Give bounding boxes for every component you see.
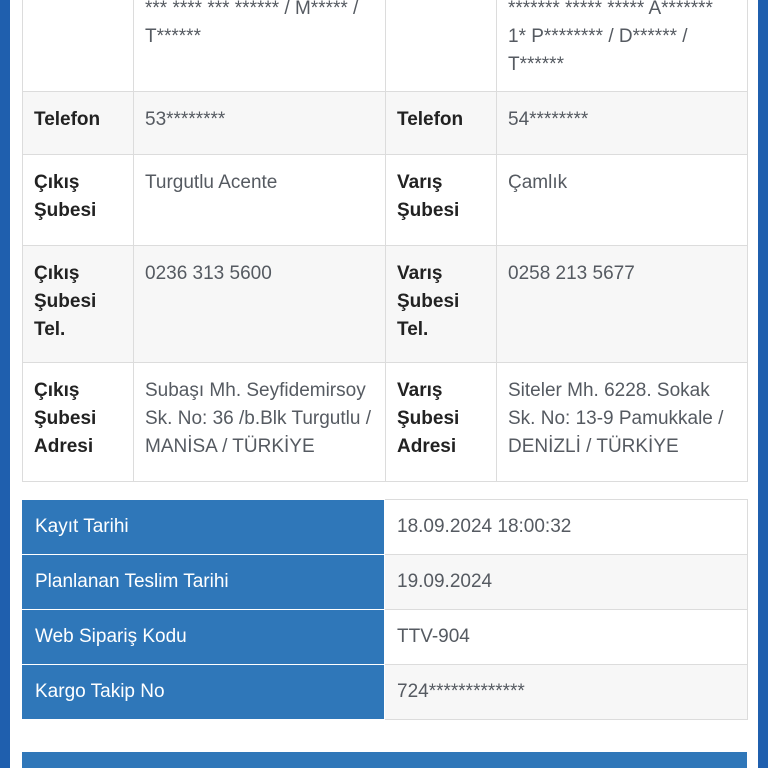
summary-row-tracking-number — [23, 665, 748, 720]
arrival-branch-phone-value: 0258 213 5677 — [497, 246, 748, 363]
receiver-address-value: ******* ***** ***** A******* 1* P******** / D****** / T****** — [497, 0, 748, 92]
departure-branch-value: Turgutlu Acente — [134, 155, 386, 246]
sender-phone-value: 53******** — [134, 92, 386, 155]
branch-row — [23, 155, 748, 246]
sender-phone-label: Telefon — [23, 92, 134, 155]
registration-date-label: Kayıt Tarihi — [23, 500, 385, 555]
registration-date-value: 18.09.2024 18:00:32 — [385, 500, 748, 555]
shipment-details-table — [22, 0, 748, 482]
branch-phone-row — [23, 246, 748, 363]
web-order-code-label: Web Sipariş Kodu — [23, 610, 385, 665]
arrival-branch-value: Çamlık — [497, 155, 748, 246]
receiver-address-label — [386, 0, 497, 92]
tracking-number-label: Kargo Takip No — [23, 665, 385, 720]
departure-branch-phone-value: 0236 313 5600 — [134, 246, 386, 363]
sender-address-value: *** **** *** ****** / M***** / T****** — [134, 0, 386, 92]
departure-branch-address-value: Subaşı Mh. Seyfidemirsoy Sk. No: 36 /b.Blk Turgutlu / MANİSA / TÜRKİYE — [134, 363, 386, 482]
departure-branch-label: Çıkış Şubesi — [23, 155, 134, 246]
branch-address-row — [23, 363, 748, 482]
tracking-number-value: 724************* — [385, 665, 748, 720]
shipment-detail-page — [10, 0, 758, 768]
arrival-branch-label: Varış Şubesi — [386, 155, 497, 246]
planned-delivery-value: 19.09.2024 — [385, 555, 748, 610]
receiver-phone-value: 54******** — [497, 92, 748, 155]
planned-delivery-label: Planlanan Teslim Tarihi — [23, 555, 385, 610]
arrival-branch-phone-label: Varış Şubesi Tel. — [386, 246, 497, 363]
summary-row-web-order-code — [23, 610, 748, 665]
next-section-header-bar — [22, 752, 747, 768]
departure-branch-phone-label: Çıkış Şubesi Tel. — [23, 246, 134, 363]
arrival-branch-address-label: Varış Şubesi Adresi — [386, 363, 497, 482]
sender-address-label — [23, 0, 134, 92]
web-order-code-value: TTV-904 — [385, 610, 748, 665]
summary-row-registration-date — [23, 500, 748, 555]
receiver-phone-label: Telefon — [386, 92, 497, 155]
address-row — [23, 0, 748, 92]
shipment-summary-table — [22, 499, 748, 720]
summary-row-planned-delivery — [23, 555, 748, 610]
arrival-branch-address-value: Siteler Mh. 6228. Sokak Sk. No: 13-9 Pamukkale / DENİZLİ / TÜRKİYE — [497, 363, 748, 482]
phone-row — [23, 92, 748, 155]
departure-branch-address-label: Çıkış Şubesi Adresi — [23, 363, 134, 482]
